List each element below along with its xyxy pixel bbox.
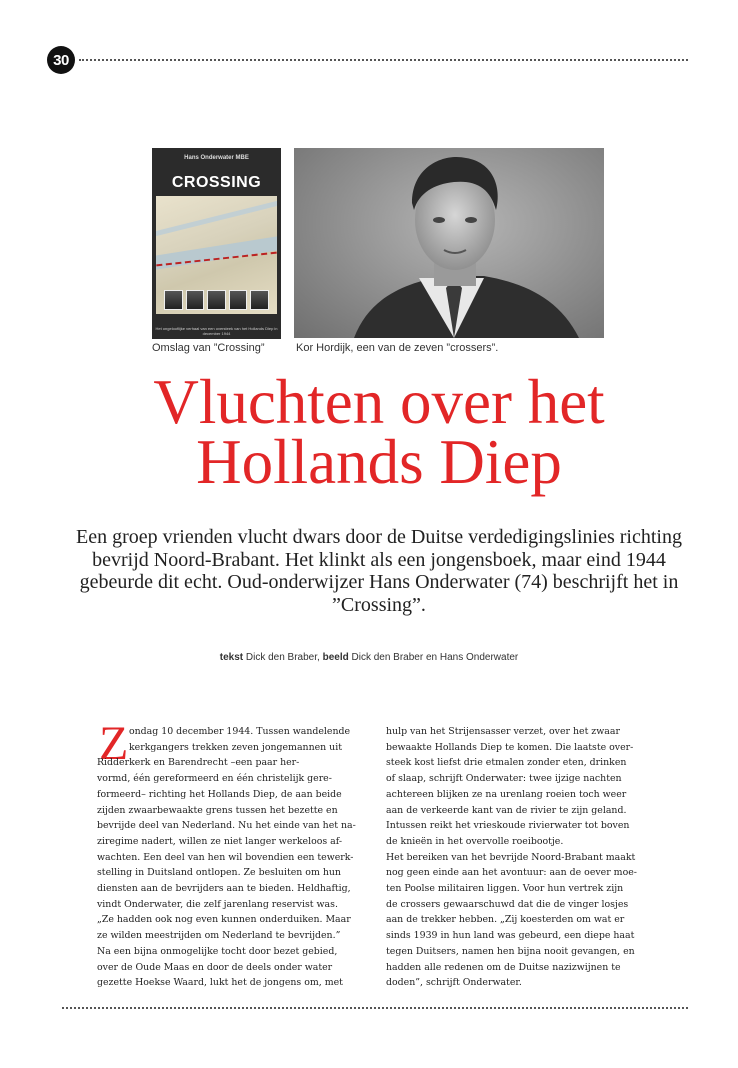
body-line: kerkgangers trekken zeven jongemannen uit (129, 741, 342, 753)
body-column-2 (386, 724, 656, 991)
body-line: ze wilden meestrijden om Nederland te bevrijden.” (97, 930, 341, 942)
top-dotted-rule (79, 59, 688, 61)
body-line: vindt Onderwater, die zelf jarenlang reservist was. (97, 898, 338, 910)
body-line: doden”, schrijft Onderwater. (386, 977, 522, 989)
intro-text: Een groep vrienden vlucht dwars door de Duitse verdedigingslinies richting bevrijd Noord-Brabant. Het klinkt als een jongensboek, maar eind 1944 gebeurde dit echt. Oud-onderwijzer Hans Onderwater (74) beschrijft het in ”Crossing”. (76, 526, 682, 616)
page-number: 30 (47, 46, 75, 74)
cover-title: CROSSING (171, 174, 262, 191)
body-line: formeerd– richting het Hollands Diep, de aan beide (97, 788, 342, 800)
body-line: Intussen reikt het vrieskoude rivierwater tot boven (386, 820, 630, 832)
body-line: bewaakte Hollands Diep te komen. Die laatste over- (386, 741, 634, 753)
body-line: ten Poolse militairen liggen. Voor hun vertrek zijn (386, 883, 624, 895)
body-line: vormd, één gereformeerd en één christelijk gere- (97, 773, 332, 785)
body-column-1 (97, 717, 365, 991)
body-line: Na een bijna onmogelijke tocht door bezet gebied, (97, 945, 338, 957)
body-line: zijden zwaarbewaakte grens tussen het bezette en (97, 804, 338, 816)
body-line: sinds 1939 in hun land was gebeurd, een diepe haat (386, 930, 635, 942)
body-line: bevrijde deel van Nederland. Nu het einde van het na- (97, 820, 356, 832)
headline (60, 367, 698, 497)
body-line: ondag 10 december 1944. Tussen wandelende (129, 726, 351, 737)
bottom-dotted-rule (62, 1007, 688, 1009)
cover-author: Hans Onderwater MBE (184, 155, 249, 161)
body-line: „Ze hadden ook nog even kunnen onderduiken. Maar (97, 914, 351, 926)
body-line: hadden alle redenen om de Duitse nazizwijnen te (386, 961, 621, 973)
body-line: Het bereiken van het bevrijde Noord-Brabant maakt (386, 851, 636, 863)
body-line: over de Oude Maas en door de deels onder water (97, 961, 333, 973)
cover-subtitle: Het ongelooflijke verhaal van een oversteek van het Hollands Diep in december 1944 (155, 326, 278, 336)
body-line: aan de verkeerde kant van de rivier te zijn geland. (386, 804, 627, 816)
body-line: steek kost liefst drie etmalen zonder eten, drinken (386, 757, 627, 769)
photo-caption: Kor Hordijk, een van de zeven ”crossers”. (296, 342, 499, 354)
body-line: aan de trekker hebben. „Zij koesterden om wat er (386, 914, 625, 926)
drop-cap: Z (99, 717, 129, 770)
cover-map (156, 196, 277, 314)
body-line: de knieën in het overvolle roeibootje. (386, 835, 564, 847)
credit-beeld-value: Dick den Braber en Hans Onderwater (351, 652, 519, 663)
body-line: wachten. Een deel van hen wil bovendien een tewerk- (97, 851, 354, 863)
body-line: ziregime nadert, willen ze niet langer werkeloos af- (97, 835, 343, 847)
headline-line-2: Hollands Diep (196, 427, 562, 497)
body-line: diensten aan de bevrijders aan te bieden. Heldhaftig, (97, 883, 351, 895)
credit-tekst-label: tekst (219, 652, 244, 663)
credit-beeld-label: beeld (322, 652, 349, 663)
body-line: Ridderkerk en Barendrecht –een paar her- (97, 757, 300, 769)
cover-portraits (164, 290, 269, 310)
credits (0, 652, 738, 663)
body-line: nog geen einde aan het avontuur: aan de oever moe- (386, 867, 637, 879)
book-cover-image (152, 148, 281, 339)
body-line: gezette Hoekse Waard, lukt het de jongens om, met (97, 977, 343, 989)
credit-tekst-value: Dick den Braber, (245, 652, 320, 663)
body-line: hulp van het Strijensasser verzet, over het zwaar (386, 726, 620, 737)
cover-caption: Omslag van ”Crossing” (152, 342, 265, 354)
body-line: de crossers gewaarschuwd dat die de vinger losjes (386, 898, 629, 910)
body-line: tegen Duitsers, namen hen bijna nooit gevangen, en (386, 945, 635, 957)
body-line: stelling in Duitsland ontlopen. Ze besluiten om hun (97, 867, 341, 879)
body-line: achtereen blijken ze na urenlang roeien toch weer (386, 788, 627, 800)
headline-line-1: Vluchten over het (153, 367, 605, 437)
body-line: of slaap, schrijft Onderwater: twee ijzige nachten (386, 773, 622, 785)
portrait-photo (294, 148, 604, 338)
